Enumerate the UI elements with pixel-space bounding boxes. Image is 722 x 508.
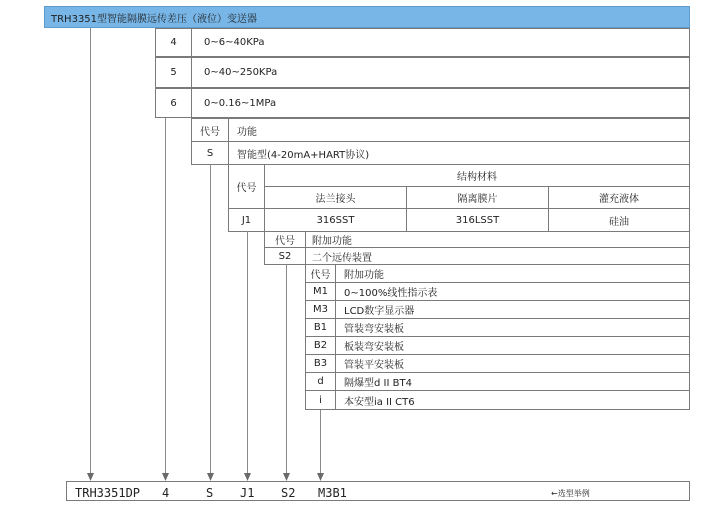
arrow-down-icon — [317, 473, 324, 481]
addon2-code-cell: B2 — [305, 336, 336, 355]
addon2-code-cell: M3 — [305, 300, 336, 319]
addon2-code-cell: d — [305, 372, 336, 391]
example-func: S — [206, 486, 214, 500]
addon2-header-func: 附加功能 — [335, 264, 690, 283]
addon2-code-cell: M1 — [305, 282, 336, 301]
addon1-header-code: 代号 — [264, 231, 306, 248]
material-column-header: 灌充液体 — [548, 186, 690, 209]
addon2-desc-cell: 隔爆型d II BT4 — [335, 372, 690, 391]
range-desc-cell: 0~0.16~1MPa — [191, 88, 690, 118]
addon1-header-func: 附加功能 — [305, 231, 690, 248]
addon2-desc-cell: LCD数字显示器 — [335, 300, 690, 319]
addon1-desc-cell: 二个远传装置 — [305, 247, 690, 265]
addon2-code-cell: i — [305, 390, 336, 410]
function-code-cell: S — [191, 141, 229, 165]
addon2-desc-cell: 本安型ia II CT6 — [335, 390, 690, 410]
arrow-down-icon — [244, 473, 251, 481]
addon2-desc-cell: 管装平安装板 — [335, 354, 690, 373]
range-desc-cell: 0~6~40KPa — [191, 28, 690, 57]
function-header-func: 功能 — [228, 118, 690, 142]
material-value-cell: 硅油 — [548, 208, 690, 232]
example-material: J1 — [240, 486, 255, 500]
arrow-down-icon — [283, 473, 290, 481]
example-note: ←选型举例 — [551, 489, 590, 498]
range-code-cell: 5 — [155, 57, 192, 88]
addon2-desc-cell: 管装弯安装板 — [335, 318, 690, 337]
material-code-cell: J1 — [228, 208, 265, 232]
material-value-cell: 316SST — [264, 208, 407, 232]
arrow-down-icon — [207, 473, 214, 481]
addon2-code-cell: B1 — [305, 318, 336, 337]
material-header-code: 代号 — [228, 164, 265, 209]
arrow-down-icon — [162, 473, 169, 481]
addon2-code-cell: B3 — [305, 354, 336, 373]
material-column-header: 隔离膜片 — [406, 186, 549, 209]
addon2-desc-cell: 0~100%线性指示表 — [335, 282, 690, 301]
range-desc-cell: 0~40~250KPa — [191, 57, 690, 88]
material-header-group: 结构材料 — [264, 164, 690, 187]
selection-example — [66, 481, 690, 501]
addon1-code-cell: S2 — [264, 247, 306, 265]
page-title: TRH3351型智能隔膜远传差压（液位）变送器 — [44, 6, 690, 28]
example-addon2: M3B1 — [318, 486, 347, 500]
material-value-cell: 316LSST — [406, 208, 549, 232]
addon2-desc-cell: 板装弯安装板 — [335, 336, 690, 355]
range-code-cell: 4 — [155, 28, 192, 57]
range-code-cell: 6 — [155, 88, 192, 118]
function-desc-cell: 智能型(4-20mA+HART协议) — [228, 141, 690, 165]
addon2-header-code: 代号 — [305, 264, 336, 283]
example-addon1: S2 — [281, 486, 296, 500]
arrow-down-icon — [87, 473, 94, 481]
material-column-header: 法兰接头 — [264, 186, 407, 209]
example-range: 4 — [162, 486, 170, 500]
example-model: TRH3351DP — [75, 486, 141, 500]
function-header-code: 代号 — [191, 118, 229, 142]
